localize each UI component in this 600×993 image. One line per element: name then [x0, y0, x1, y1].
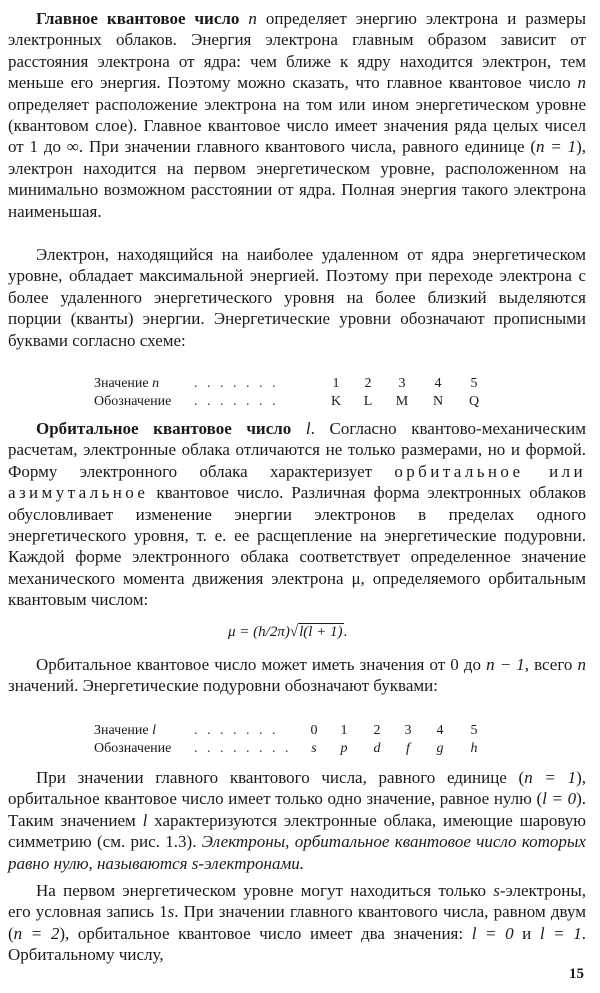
table-cell: K — [330, 394, 342, 409]
text-fragment: Орбитальное квантовое число может иметь значения от 0 до — [36, 655, 487, 674]
table-cell: 4 — [436, 723, 444, 738]
table-cell: 4 — [434, 376, 442, 391]
symbol-l: l — [142, 810, 148, 830]
table-cell: p — [340, 741, 348, 756]
text-fragment: . Орбитальному числу, — [8, 923, 586, 965]
table-cell: 1 — [340, 723, 348, 738]
text-fragment: ), орбитальное квантовое число имеет два значения: — [59, 923, 472, 943]
symbol-l: l — [305, 419, 311, 438]
italic-definition: Электроны, орбитальное квантовое число которых равно нулю, называются s-электронами. — [8, 832, 586, 873]
paragraph-s-electrons — [8, 767, 586, 874]
text-fragment: , всего — [524, 655, 578, 674]
formula-lhs: μ = (h/2π) — [228, 624, 290, 640]
table-cell: f — [406, 741, 410, 756]
table-cell: 0 — [310, 723, 318, 738]
page-number: 15 — [569, 966, 584, 982]
symbol-n: n — [577, 73, 586, 93]
expression: l = 0 — [471, 923, 514, 943]
symbol-s: s — [167, 902, 175, 922]
text-fragment: и — [513, 923, 540, 943]
table-cell: N — [432, 394, 444, 409]
table-cell: g — [436, 741, 444, 756]
table-cell: h — [470, 741, 478, 756]
text-fragment: ), орбитальное квантовое число имеет только одно значение, равное нулю ( — [8, 768, 586, 809]
table-cell: s — [311, 741, 317, 756]
label-text: Значение — [94, 723, 149, 738]
table-cell: 2 — [373, 723, 381, 738]
text-fragment: -электроны, его условная запись 1 — [8, 881, 586, 922]
paragraph-principal-quantum-number — [8, 8, 586, 222]
symbol-n: n — [577, 655, 586, 674]
table-cell: 5 — [470, 723, 478, 738]
text-fragment: ). Таким значением — [8, 789, 586, 830]
expression: l = 1 — [539, 923, 582, 943]
text-fragment: ), электрон находится на первом энергетическом уровне, расположенном на минимально возможном расстоянии от ядра. Полная энергия такого электрона наименьшая. — [8, 137, 586, 221]
text-fragment: На первом энергетическом уровне могут находиться только — [36, 881, 494, 900]
symbol-n: n — [248, 9, 257, 28]
paragraph-sublevels — [8, 654, 586, 697]
term-principal-quantum-number: Главное квантовое число — [36, 9, 240, 28]
table-cell: M — [395, 394, 409, 409]
paragraph-orbital-quantum-number — [8, 418, 586, 611]
formula-orbital-momentum — [228, 624, 347, 641]
text-fragment: . При значении главного квантового числа, равном двум ( — [8, 902, 586, 943]
text-fragment: значений. Энергетические подуровни обозначают буквами: — [8, 676, 438, 696]
text-fragment: квантовое число. Различная форма электронных облаков обусловливает изменение энергии электронов в пределах одного энергетического уровня, т. е. ее расщепление на энергетические подуровни. Каждой форме электронного облака соответствует определенное значение механического момента движения электрона μ, определяемого орбитальным квантовым числом: — [8, 483, 586, 610]
leader-dots: . . . . . . . — [194, 394, 279, 409]
radical-sign: √ — [289, 624, 299, 640]
expression: l = 0 — [542, 789, 577, 809]
table-cell: 1 — [332, 376, 340, 391]
formula-end: . — [343, 624, 348, 640]
table-label — [94, 722, 156, 740]
paragraph-energy-levels: Электрон, находящийся на наиболее удаленном от ядра энергетическом уровне, обладает максимальной энергией. Поэтому при переходе электрона с более удаленного энергетического уровня на более близкий выделяются порции (кванты) энергии. Энергетические уровни обозначают прописными буквами согласно схеме: — [8, 245, 586, 350]
text-fragment: определяет энергию электрона и размеры электронных облаков. Энергия электрона главным образом зависит от расстояния электрона от ядра: чем ближе к ядру находится электрон, тем меньше его энергия. Поэтому можно сказать, что главное квантовое число — [8, 9, 586, 93]
expression: n = 1 — [524, 768, 577, 787]
table-cell: 3 — [398, 376, 406, 391]
table-cell: Q — [468, 394, 480, 409]
table-label — [94, 375, 159, 393]
expression: n − 1 — [486, 655, 525, 674]
table-cell: 2 — [364, 376, 372, 391]
text-fragment: . Согласно квантово-механическим расчетам, электронные облака отличаются не только размерами, но и формой. Форму электронного облака характеризует — [8, 419, 586, 481]
spaced-emphasis: орбитальное или азимутальное — [8, 461, 586, 503]
symbol-n: n — [152, 376, 160, 391]
text-fragment: При значении главного квантового числа, равного единице ( — [36, 768, 525, 787]
label-text: Значение — [94, 376, 149, 391]
table-cell: 5 — [470, 376, 478, 391]
term-orbital-quantum-number: Орбитальное квантовое число — [36, 419, 292, 438]
table-cell: L — [363, 394, 373, 409]
leader-dots: . . . . . . . . — [194, 741, 292, 756]
table-label: Обозначение — [94, 741, 172, 756]
text-fragment: характеризуются электронные облака, имеющие шаровую симметрию (см. рис. 1.3). — [8, 810, 586, 852]
paragraph-first-level — [8, 880, 586, 966]
leader-dots: . . . . . . . — [194, 723, 279, 738]
radicand: l(l + 1) — [299, 624, 343, 640]
symbol-s: s — [493, 881, 500, 900]
expression: n = 2 — [13, 923, 60, 943]
symbol-l: l — [152, 723, 157, 738]
expression: n = 1 — [535, 137, 577, 157]
leader-dots: . . . . . . . — [194, 376, 279, 391]
text-fragment: определяет расположение электрона на том или ином энергетическом уровне (квантовом слое). Главное квантовое число имеет значения ряда целых чисел от 1 до ∞. При значении главного квантового числа, равного единице ( — [8, 94, 586, 157]
table-cell: 3 — [404, 723, 412, 738]
table-cell: d — [373, 741, 381, 756]
table-label: Обозначение — [94, 394, 172, 409]
